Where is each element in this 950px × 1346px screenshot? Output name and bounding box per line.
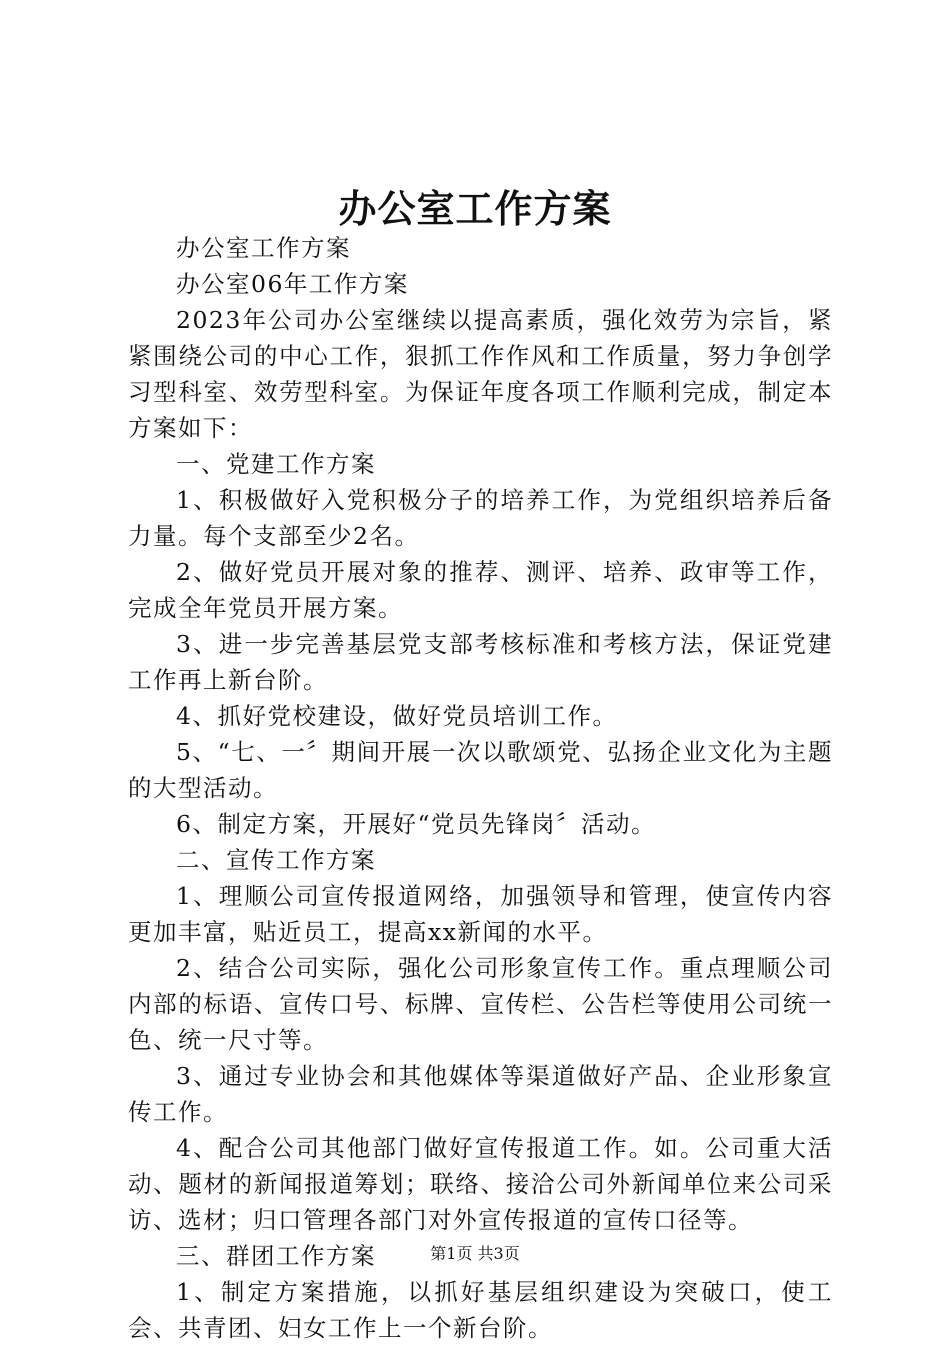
paragraph: 3、进一步完善基层党支部考核标准和考核方法，保证党建工作再上新台阶。 <box>128 630 833 694</box>
paragraph: 4、配合公司其他部门做好宣传报道工作。如。公司重大活动、题材的新闻报道筹划；联络、接洽公司外新闻单位来公司采访、选材；归口管理各部门对外宣传报道的宣传口径等。 <box>128 1134 833 1234</box>
paragraph: 5、“七、一〞期间开展一次以歌颂党、弘扬企业文化为主题的大型活动。 <box>128 738 833 802</box>
document-body <box>128 230 833 1346</box>
section-heading: 三、群团工作方案 <box>176 1242 376 1270</box>
paragraph: 6、制定方案，开展好“党员先锋岗〞活动。 <box>176 810 656 838</box>
paragraph: 办公室06年工作方案 <box>176 270 409 298</box>
paragraph: 1、积极做好入党积极分子的培养工作，为党组织培养后备力量。每个支部至少2名。 <box>128 486 833 550</box>
paragraph: 1、理顺公司宣传报道网络，加强领导和管理，使宣传内容更加丰富，贴近员工，提高xx新闻的水平。 <box>128 882 833 946</box>
paragraph: 4、抓好党校建设，做好党员培训工作。 <box>176 702 618 730</box>
paragraph: 2023年公司办公室继续以提高素质，强化效劳为宗旨，紧紧围绕公司的中心工作，狠抓工作作风和工作质量，努力争创学习型科室、效劳型科室。为保证年度各项工作顺利完成，制定本方案如下： <box>128 306 833 442</box>
paragraph: 2、结合公司实际，强化公司形象宣传工作。重点理顺公司内部的标语、宣传口号、标牌、宣传栏、公告栏等使用公司统一色、统一尺寸等。 <box>128 954 833 1054</box>
paragraph: 3、通过专业协会和其他媒体等渠道做好产品、企业形象宣传工作。 <box>128 1062 833 1126</box>
document-title: 办公室工作方案 <box>338 186 612 231</box>
paragraph: 2、做好党员开展对象的推荐、测评、培养、政审等工作，完成全年党员开展方案。 <box>128 558 833 622</box>
section-heading: 一、党建工作方案 <box>176 450 376 478</box>
page-footer: 第1页 共3页 <box>430 1244 520 1263</box>
paragraph: 办公室工作方案 <box>176 234 351 262</box>
paragraph: 1、制定方案措施，以抓好基层组织建设为突破口，使工会、共青团、妇女工作上一个新台阶。 <box>128 1278 833 1342</box>
section-heading: 二、宣传工作方案 <box>176 846 376 874</box>
